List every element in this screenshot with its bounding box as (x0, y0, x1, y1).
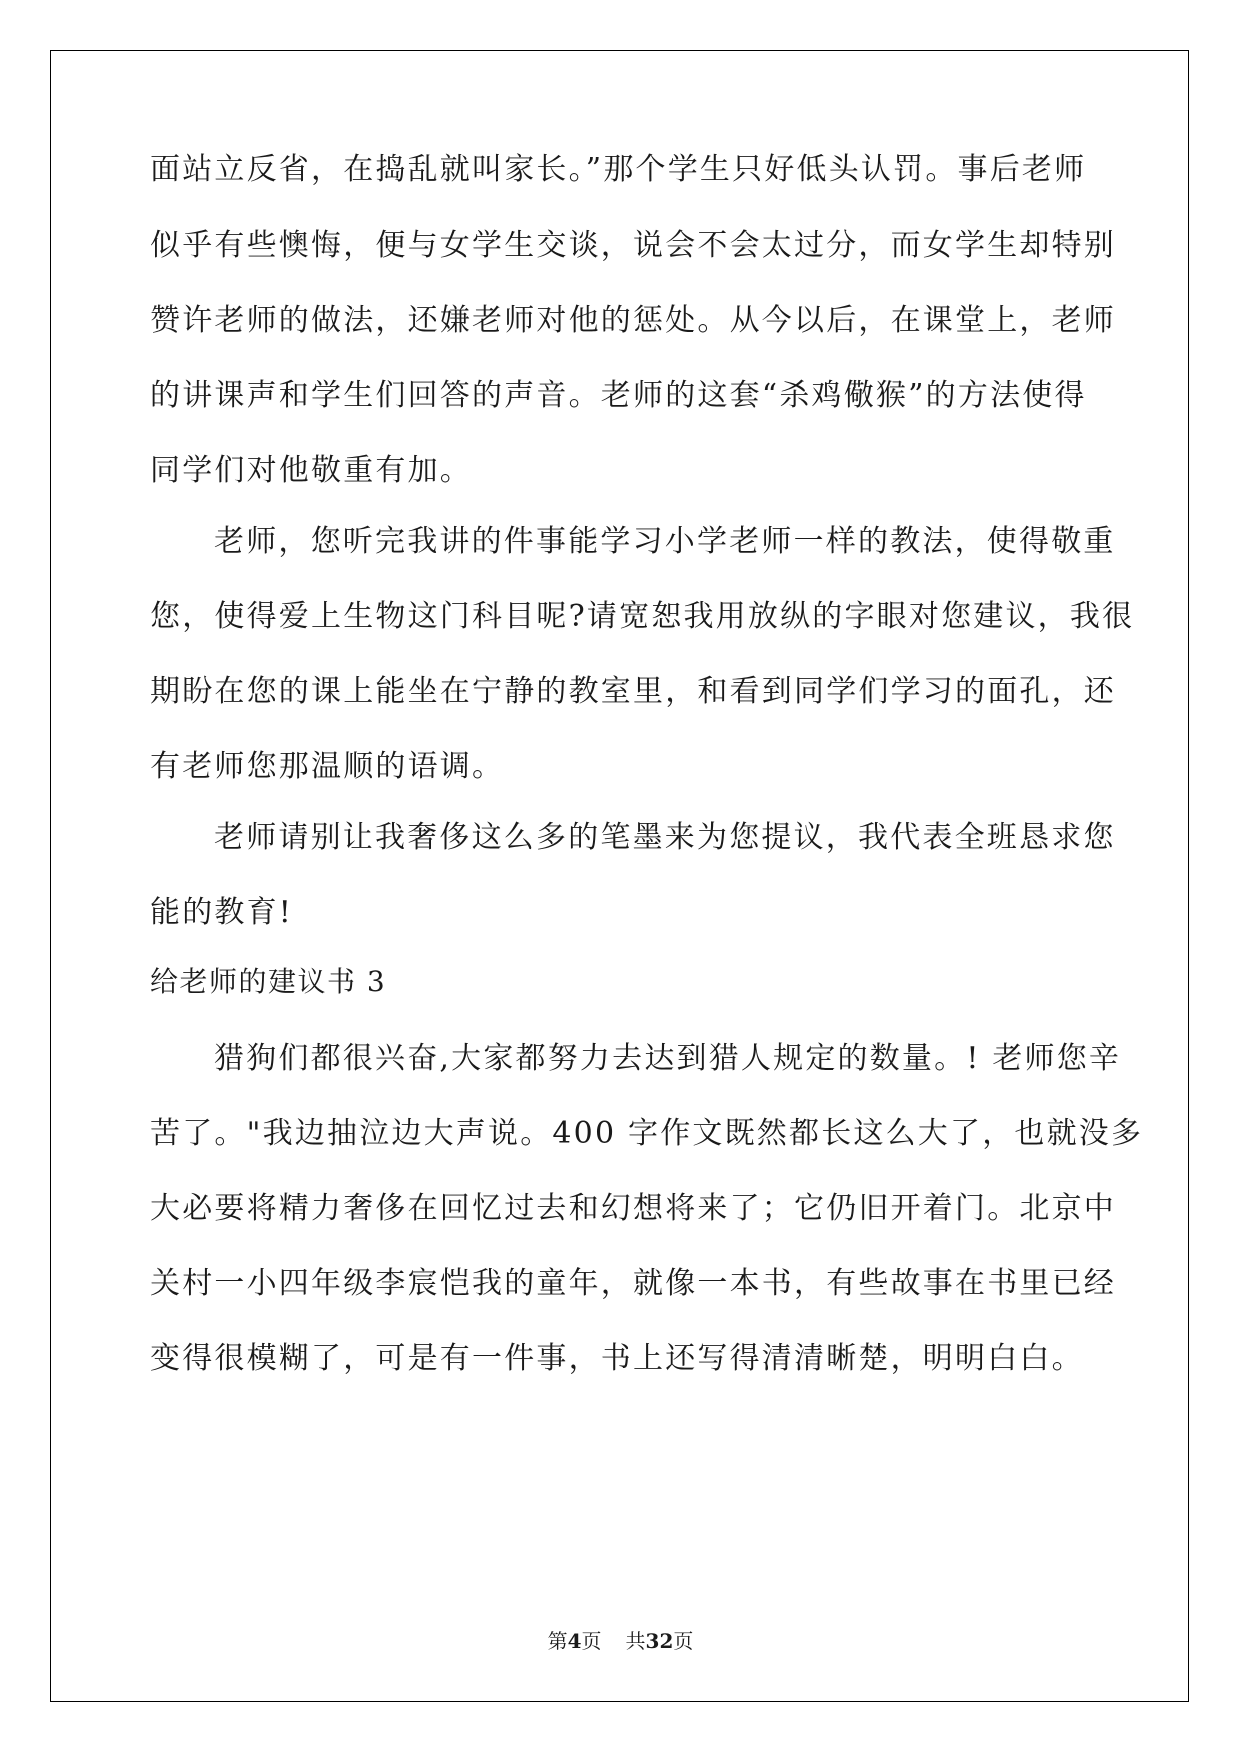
paragraph-line: 能的教育! (150, 895, 294, 930)
page-prefix: 第 (547, 1629, 568, 1653)
paragraph-line: 变得很模糊了，可是有一件事，书上还写得清清晰楚，明明白白。 (150, 1341, 1084, 1376)
total-suffix: 页 (673, 1629, 694, 1653)
page-footer (0, 1628, 1241, 1654)
paragraph-line: 的讲课声和学生们回答的声音。老师的这套“杀鸡儆猴”的方法使得 (150, 378, 1087, 413)
paragraph-line: 猎狗们都很兴奋,大家都努力去达到猎人规定的数量。! 老师您辛 (214, 1041, 1122, 1076)
paragraph-line: 似乎有些懊悔，便与女学生交谈，说会不会太过分，而女学生却特别 (150, 228, 1116, 263)
page-border (50, 50, 1189, 1702)
section-heading: 给老师的建议书 3 (150, 965, 387, 998)
total-pages: 32 (645, 1629, 674, 1653)
paragraph-line: 老师请别让我奢侈这么多的笔墨来为您提议，我代表全班恳求您 (214, 820, 1116, 855)
paragraph-line: 有老师您那温顺的语调。 (150, 749, 505, 784)
paragraph-line: 同学们对他敬重有加。 (150, 453, 472, 488)
total-prefix: 共 (625, 1629, 646, 1653)
paragraph-line: 老师，您听完我讲的件事能学习小学老师一样的教法，使得敬重 (214, 524, 1116, 559)
paragraph-line: 赞许老师的做法，还嫌老师对他的惩处。从今以后，在课堂上，老师 (150, 303, 1116, 338)
paragraph-line: 苦了。"我边抽泣边大声说。400 字作文既然都长这么大了，也就没多 (150, 1116, 1144, 1151)
page-number: 4 (567, 1629, 582, 1653)
paragraph-line: 大必要将精力奢侈在回忆过去和幻想将来了；它仍旧开着门。北京中 (150, 1191, 1116, 1226)
paragraph-line: 面站立反省，在捣乱就叫家长。”那个学生只好低头认罚。事后老师 (150, 152, 1087, 187)
paragraph-line: 期盼在您的课上能坐在宁静的教室里，和看到同学们学习的面孔，还 (150, 674, 1116, 709)
paragraph-line: 关村一小四年级李宸恺我的童年，就像一本书，有些故事在书里已经 (150, 1266, 1116, 1301)
paragraph-line: 您，使得爱上生物这门科目呢?请宽恕我用放纵的字眼对您建议，我很 (150, 599, 1135, 634)
page-suffix: 页 (581, 1629, 602, 1653)
